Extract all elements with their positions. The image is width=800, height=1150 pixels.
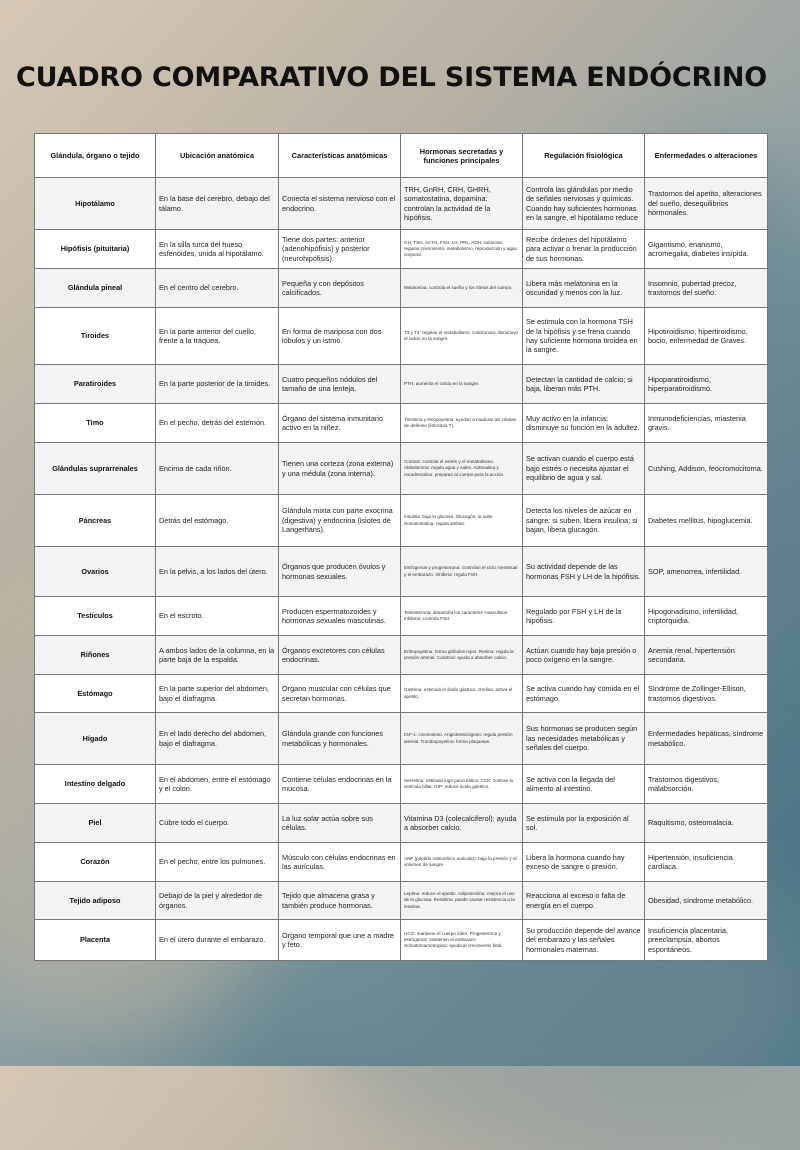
cell-features-text: La luz solar actúa sobre sus células. (282, 813, 373, 832)
cell-gland (35, 675, 156, 713)
cell-hormones-text: Eritropoyetina: forma glóbulos rojos. Renina: regula la presión arterial. Calcitriol: ayuda a absorber calcio. (404, 648, 514, 660)
cell-hormones-text: Vitamina D3 (colecalciferol): ayuda a absorber calcio. (404, 813, 517, 832)
cell-hormones (401, 636, 523, 675)
cell-features (279, 713, 401, 765)
cell-gland-text: Hipotálamo (75, 198, 115, 208)
cell-gland (35, 713, 156, 765)
header-diseases: Enfermedades o alteraciones (645, 134, 768, 178)
table-row (35, 308, 768, 365)
cell-gland (35, 230, 156, 269)
cell-hormones (401, 308, 523, 365)
cell-diseases-text: Cushing, Addison, feocromocitoma. (648, 463, 763, 473)
cell-features (279, 269, 401, 308)
cell-features (279, 308, 401, 365)
table-row (35, 882, 768, 920)
cell-features-text: Glándula mixta con parte exocrina (digestiva) y endocrina (islotes de Langerhans). (282, 506, 393, 535)
cell-location (156, 713, 279, 765)
cell-diseases-text: Hipotiroidismo, hipertiroidismo, bocio, enfermedad de Graves. (648, 326, 748, 345)
cell-diseases (645, 230, 768, 269)
cell-features-text: Contiene células endocrinas en la mucosa. (282, 774, 392, 793)
cell-regulation (523, 597, 645, 636)
cell-diseases-text: SOP, amenorrea, infertilidad. (648, 566, 742, 576)
cell-features (279, 495, 401, 547)
cell-hormones (401, 365, 523, 404)
cell-hormones (401, 547, 523, 597)
cell-location-text: En la base del cerebro, debajo del tálamo. (159, 194, 270, 213)
table-row (35, 443, 768, 495)
table-row (35, 713, 768, 765)
cell-location (156, 765, 279, 804)
cell-regulation-text: Muy activo en la infancia; disminuye su función en la adultez. (526, 413, 640, 432)
cell-diseases-text: Diabetes mellitus, hipoglucemia. (648, 515, 753, 525)
cell-hormones-text: Insulina: baja la glucosa. Glucagón: la sube. Somatostatina: regula ambas. (404, 514, 494, 526)
cell-diseases (645, 636, 768, 675)
cell-diseases (645, 443, 768, 495)
cell-features-text: Órgano temporal que une a madre y feto. (282, 930, 394, 949)
cell-diseases (645, 843, 768, 882)
cell-location-text: En la parte superior del abdomen, bajo el diafragma. (159, 684, 269, 703)
cell-hormones-text: Gastrina: estimula el ácido gástrico. Grelina: activa el apetito. (404, 687, 513, 699)
cell-regulation (523, 443, 645, 495)
cell-regulation (523, 269, 645, 308)
cell-features (279, 882, 401, 920)
cell-regulation-text: Sus hormonas se producen según las necesidades metabólicas y señales del cuerpo. (526, 724, 638, 753)
cell-hormones-text: Leptina: reduce el apetito. Adiponectina: mejora el uso de la glucosa. Resistina: puede causar resistencia a la insulina. (404, 891, 515, 909)
table-row (35, 597, 768, 636)
cell-location (156, 404, 279, 443)
cell-features (279, 404, 401, 443)
cell-location-text: Detrás del estómago. (159, 515, 229, 525)
cell-gland-text: Testículos (77, 611, 113, 621)
cell-regulation-text: Su actividad depende de las hormonas FSH y LH de la hipófisis. (526, 562, 641, 581)
table-row (35, 269, 768, 308)
cell-hormones-text: T3 y T4: regulan el metabolismo. Calcitonina: disminuye el calcio en la sangre. (404, 329, 519, 341)
cell-features-text: Cuatro pequeños nódulos del tamaño de una lenteja. (282, 374, 378, 393)
cell-hormones (401, 920, 523, 961)
cell-diseases-text: Inmunodeficiencias, miastenia gravis. (648, 413, 746, 432)
cell-gland-text: Intestino delgado (64, 779, 126, 789)
cell-hormones (401, 269, 523, 308)
cell-features-text: Producen espermatozoides y hormonas sexuales masculinas. (282, 606, 386, 625)
cell-features (279, 920, 401, 961)
cell-location (156, 636, 279, 675)
cell-gland (35, 597, 156, 636)
cell-hormones (401, 882, 523, 920)
cell-gland-text: Tiroides (80, 331, 110, 341)
cell-hormones (401, 804, 523, 843)
cell-diseases (645, 178, 768, 230)
cell-features-text: Pequeña y con depósitos calcificados. (282, 278, 364, 297)
cell-features-text: Tejido que almacena grasa y también produce hormonas. (282, 891, 375, 910)
cell-location (156, 269, 279, 308)
cell-hormones-text: Melatonina: controla el sueño y los ritmos del cuerpo. (404, 284, 513, 290)
cell-diseases (645, 495, 768, 547)
cell-diseases (645, 269, 768, 308)
cell-location (156, 547, 279, 597)
cell-gland-text: Hipófisis (pituitaria) (60, 244, 130, 254)
cell-location (156, 230, 279, 269)
cell-diseases (645, 713, 768, 765)
cell-features-text: Órgano del sistema inmunitario activo en la niñez. (282, 413, 383, 432)
cell-diseases-text: Insomnio, pubertad precoz, trastornos del sueño. (648, 278, 737, 297)
cell-hormones-text: ANP (péptido natriurético auricular): baja la presión y el volumen de sangre. (404, 855, 517, 867)
cell-hormones (401, 713, 523, 765)
cell-features-text: Conecta el sistema nervioso con el endocrino. (282, 194, 396, 213)
cell-hormones (401, 765, 523, 804)
header-location: Ubicación anatómica (156, 134, 279, 178)
cell-location-text: En el abdomen, entre el estómago y el colon. (159, 774, 271, 793)
cell-regulation-text: Libera más melatonina en la oscuridad y menos con la luz. (526, 278, 623, 297)
cell-hormones (401, 178, 523, 230)
cell-location-text: En el lado derecho del abdomen, bajo el diafragma. (159, 729, 267, 748)
cell-regulation (523, 365, 645, 404)
cell-hormones (401, 597, 523, 636)
cell-location-text: A ambos lados de la columna, en la parte baja de la espalda. (159, 645, 275, 664)
cell-regulation-text: Regulado por FSH y LH de la hipófisis. (526, 606, 622, 625)
cell-gland (35, 882, 156, 920)
cell-features (279, 843, 401, 882)
cell-diseases (645, 597, 768, 636)
cell-gland-text: Timo (86, 418, 104, 428)
cell-diseases-text: Insuficiencia placentaria, preeclampsia, abortos espontáneos. (648, 925, 728, 954)
cell-regulation (523, 404, 645, 443)
cell-hormones-text: PTH: aumenta el calcio en la sangre. (404, 380, 480, 386)
cell-hormones-text: Estrógenos y progesterona: controlan el ciclo menstrual y el embarazo. Inhibina: regula FSH. (404, 565, 518, 577)
cell-diseases-text: Trastornos del apetito, alteraciones del sueño, desequilibrios hormonales. (648, 189, 762, 218)
cell-diseases-text: Hipogonadismo, infertilidad, criptorquidia. (648, 606, 739, 625)
cell-diseases-text: Hipoparatiroidismo, hiperparatiroidismo. (648, 374, 713, 393)
cell-features (279, 178, 401, 230)
cell-diseases-text: Raquitismo, osteomalacia. (648, 818, 734, 828)
cell-diseases (645, 882, 768, 920)
cell-regulation-text: Detectan la cantidad de calcio; si baja, liberan más PTH. (526, 374, 633, 393)
cell-regulation (523, 547, 645, 597)
cell-regulation (523, 843, 645, 882)
table-row (35, 178, 768, 230)
cell-regulation-text: Se estimula por la exposición al sol. (526, 813, 629, 832)
cell-features-text: Órganos excretores con células endocrinas. (282, 645, 385, 664)
cell-location-text: En la parte posterior de la tiroides. (159, 379, 271, 389)
cell-features (279, 597, 401, 636)
header-regulation: Regulación fisiológica (523, 134, 645, 178)
cell-diseases (645, 765, 768, 804)
table-row (35, 636, 768, 675)
cell-features-text: Tienen una corteza (zona externa) y una médula (zona interna). (282, 459, 394, 478)
cell-location-text: En el pecho, entre los pulmones. (159, 857, 266, 867)
cell-location (156, 675, 279, 713)
cell-gland-text: Estómago (77, 688, 113, 698)
table-row (35, 765, 768, 804)
page-title: CUADRO COMPARATIVO DEL SISTEMA ENDÓCRINO (16, 62, 768, 93)
cell-regulation-text: Actúan cuando hay baja presión o poco oxígeno en la sangre. (526, 645, 637, 664)
cell-regulation (523, 636, 645, 675)
cell-location-text: En la pelvis, a los lados del útero. (159, 566, 268, 576)
cell-regulation-text: Se activan cuando el cuerpo está bajo estrés o necesita ajustar el equilibrio de agua y sal. (526, 454, 634, 483)
table-row (35, 804, 768, 843)
cell-features-text: Tiene dos partes: anterior (adenohipófisis) y posterior (neurohipófisis). (282, 234, 370, 263)
cell-hormones-text: HCG: mantiene el cuerpo lúteo. Progesterona y estrógenos: sostienen el embarazo. Somatomamotropina: ayuda al crecimiento fetal. (404, 930, 503, 949)
cell-regulation-text: Se activa cuando hay comida en el estómago. (526, 684, 640, 703)
table-row (35, 843, 768, 882)
table-row (35, 675, 768, 713)
cell-diseases-text: Gigantismo, enanismo, acromegalia, diabetes insípida. (648, 239, 749, 258)
cell-location-text: Debajo de la piel y alrededor de órganos. (159, 891, 263, 910)
cell-gland (35, 804, 156, 843)
cell-diseases-text: Síndrome de Zollinger-Ellison, trastornos digestivos. (648, 684, 746, 703)
cell-gland (35, 843, 156, 882)
header-gland: Glándula, órgano o tejido (35, 134, 156, 178)
cell-gland-text: Riñones (80, 650, 110, 660)
cell-gland (35, 269, 156, 308)
cell-location (156, 308, 279, 365)
cell-gland (35, 443, 156, 495)
cell-gland-text: Páncreas (78, 515, 112, 525)
cell-gland (35, 547, 156, 597)
cell-regulation-text: Libera la hormona cuando hay exceso de sangre o presión. (526, 852, 625, 871)
cell-regulation (523, 804, 645, 843)
cell-regulation (523, 308, 645, 365)
cell-hormones-text: TRH, GnRH, CRH, GHRH, somatostatina, dopamina: controlan la actividad de la hipófisis. (404, 184, 491, 222)
cell-diseases (645, 404, 768, 443)
cell-features-text: Órganos que producen óvulos y hormonas sexuales. (282, 562, 386, 581)
cell-gland-text: Corazón (80, 857, 110, 867)
cell-location (156, 804, 279, 843)
cell-location-text: En el escroto. (159, 611, 204, 621)
cell-hormones-text: Secretina: estimula jugo pancreático. CCK: contrae la vesícula biliar. GIP: reduce ácido gástrico. (404, 777, 514, 789)
cell-location (156, 178, 279, 230)
cell-location-text: En el útero durante el embarazo. (159, 935, 266, 945)
cell-diseases-text: Trastornos digestivos, malabsorción. (648, 774, 720, 793)
cell-gland (35, 495, 156, 547)
cell-location-text: En el pecho, detrás del esternón. (159, 418, 267, 428)
cell-hormones (401, 843, 523, 882)
cell-location (156, 443, 279, 495)
table-row (35, 547, 768, 597)
cell-gland (35, 404, 156, 443)
cell-location (156, 920, 279, 961)
table-row (35, 365, 768, 404)
cell-features (279, 230, 401, 269)
cell-location (156, 882, 279, 920)
cell-features (279, 443, 401, 495)
cell-diseases (645, 308, 768, 365)
cell-diseases (645, 804, 768, 843)
cell-gland (35, 765, 156, 804)
cell-location-text: En el centro del cerebro. (159, 283, 239, 293)
cell-diseases (645, 365, 768, 404)
cell-hormones-text: Testosterona: desarrolla los caracteres masculinos. Inhibina: controla FSH. (404, 609, 509, 621)
cell-regulation (523, 920, 645, 961)
comparison-table (34, 133, 768, 961)
cell-gland-text: Ovarios (81, 566, 109, 576)
cell-location-text: En la silla turca del hueso esfenoides, unida al hipotálamo. (159, 239, 264, 258)
cell-gland (35, 365, 156, 404)
header-hormones: Hormonas secretadas y funciones principales (401, 134, 523, 178)
cell-gland (35, 308, 156, 365)
cell-location-text: Encima de cada riñón. (159, 463, 232, 473)
cell-regulation-text: Su producción depende del avance del embarazo y las señales hormonales maternas. (526, 925, 641, 954)
cell-hormones-text: Cortisol: controla el estrés y el metabolismo. Aldosterona: regula agua y sales. Adrenalina y noradrenalina: preparan al cuerpo para la acción. (404, 459, 505, 477)
cell-gland-text: Placenta (79, 935, 110, 945)
cell-hormones (401, 404, 523, 443)
cell-features-text: Músculo con células endocrinas en las aurículas. (282, 852, 396, 871)
cell-features-text: Glándula grande con funciones metabólicas y hormonales. (282, 729, 384, 748)
cell-gland (35, 178, 156, 230)
table-row (35, 495, 768, 547)
cell-gland-text: Tejido adiposo (69, 895, 121, 905)
cell-diseases (645, 675, 768, 713)
cell-gland-text: Glándula pineal (67, 283, 123, 293)
cell-regulation (523, 882, 645, 920)
cell-regulation-text: Reacciona al exceso o falta de energía en el cuerpo. (526, 891, 626, 910)
cell-diseases-text: Hipertensión, insuficiencia cardíaca. (648, 852, 733, 871)
cell-hormones (401, 230, 523, 269)
cell-regulation (523, 765, 645, 804)
cell-gland-text: Piel (88, 818, 102, 828)
cell-regulation-text: Se activa con la llegada del alimento al intestino. (526, 774, 615, 793)
cell-location-text: Cubre todo el cuerpo. (159, 818, 230, 828)
cell-features (279, 675, 401, 713)
cell-hormones-text: GH, TSH, ACTH, FSH, LH, PRL, ADH, oxitocina: regulan crecimiento, metabolismo, reproducción y agua corporal. (404, 239, 517, 258)
table-row (35, 230, 768, 269)
cell-diseases-text: Enfermedades hepáticas, síndrome metabólico. (648, 729, 764, 748)
cell-location-text: En la parte anterior del cuello, frente a la tráquea. (159, 326, 256, 345)
table-body (35, 178, 768, 961)
cell-hormones-text: IGF-1: crecimiento. Angiotensinógeno: regula presión arterial. Trombopoyetina: forma plaquetas. (404, 732, 513, 744)
header-features: Características anatómicas (279, 134, 401, 178)
cell-regulation (523, 178, 645, 230)
cell-diseases-text: Obesidad, síndrome metabólico. (648, 895, 754, 905)
cell-hormones-text: Timosina y timopoyetina: ayudan a madurar las células de defensa (linfocitos T). (404, 416, 516, 428)
cell-regulation-text: Detecta los niveles de azúcar en sangre: si suben, libera insulina; si bajan, libera glucagón. (526, 506, 638, 535)
cell-regulation (523, 230, 645, 269)
cell-gland-text: Hígado (82, 733, 108, 743)
cell-diseases-text: Anemia renal, hipertensión secundaria. (648, 645, 735, 664)
cell-gland (35, 636, 156, 675)
table-row (35, 920, 768, 961)
cell-gland (35, 920, 156, 961)
cell-diseases (645, 920, 768, 961)
cell-location (156, 597, 279, 636)
cell-regulation-text: Se estimula con la hormona TSH de la hipófisis y se frena cuando hay suficiente hormona tiroidea en la sangre. (526, 317, 638, 355)
cell-hormones (401, 675, 523, 713)
cell-features (279, 765, 401, 804)
cell-location (156, 843, 279, 882)
cell-regulation-text: Controla las glándulas por medio de señales nerviosas y químicas. Cuando hay suficientes hormonas en la sangre, el hipotálamo reduce (526, 184, 638, 222)
cell-hormones (401, 443, 523, 495)
cell-regulation (523, 495, 645, 547)
cell-regulation-text: Recibe órdenes del hipotálamo para activar o frenar la producción de sus hormonas. (526, 234, 637, 263)
cell-features-text: En forma de mariposa con dos lóbulos y un istmo. (282, 326, 382, 345)
table-header-row (35, 134, 768, 178)
cell-location (156, 495, 279, 547)
cell-features (279, 365, 401, 404)
cell-features-text: Órgano muscular con células que secretan hormonas. (282, 684, 391, 703)
cell-regulation (523, 713, 645, 765)
cell-gland-text: Paratiroides (73, 379, 117, 389)
cell-features (279, 547, 401, 597)
cell-hormones (401, 495, 523, 547)
cell-features (279, 804, 401, 843)
cell-features (279, 636, 401, 675)
table-row (35, 404, 768, 443)
cell-location (156, 365, 279, 404)
cell-gland-text: Glándulas suprarrenales (52, 463, 138, 473)
cell-diseases (645, 547, 768, 597)
cell-regulation (523, 675, 645, 713)
